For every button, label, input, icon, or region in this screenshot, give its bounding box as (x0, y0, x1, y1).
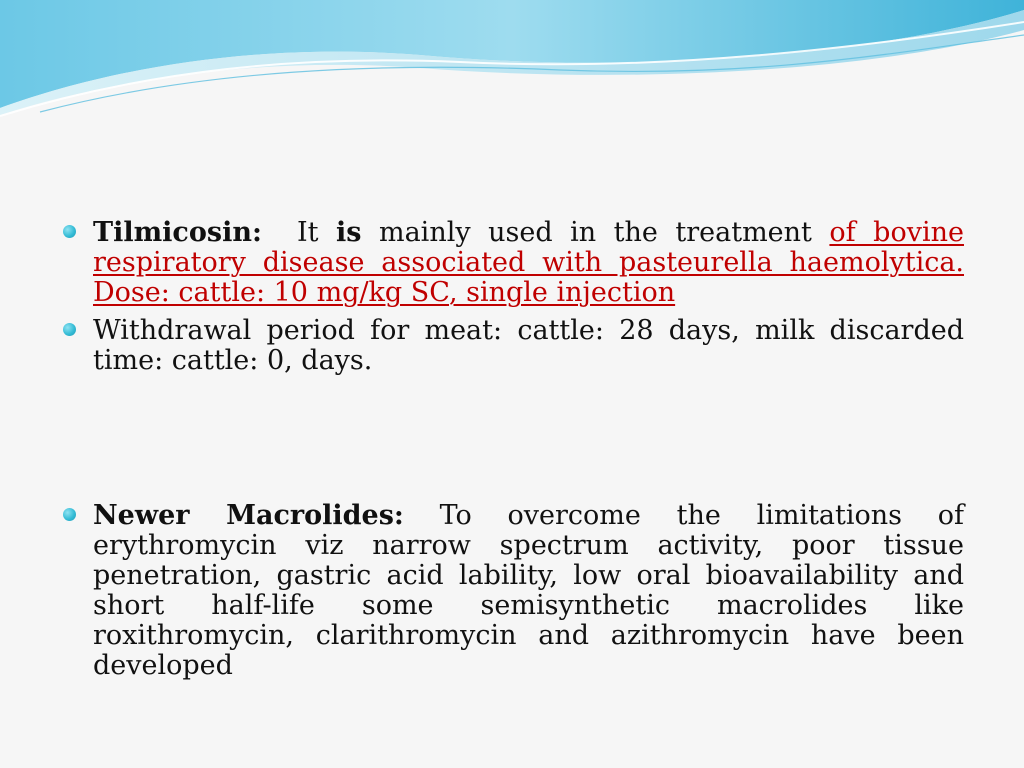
text-newer-macrolides: To overcome the limitations of erythromycin viz narrow spectrum activity, poor tissue penetration, gastric acid lability, low oral bioavailability and short half-life some semisynthetic macrolides like roxithromycin, clarithromycin and azithromycin have been developed (93, 500, 964, 681)
slide-content (62, 218, 964, 681)
text-tilmicosin-emph: is (336, 217, 362, 248)
header-wave-decoration (0, 0, 1024, 120)
text-withdrawal: Withdrawal period for meat: cattle: 28 days, milk discarded time: cattle: 0, days. (93, 315, 964, 376)
text-tilmicosin-2: mainly used in the treatment (361, 217, 830, 248)
bullet-tilmicosin (62, 218, 964, 308)
bullet-dot-icon (63, 508, 76, 521)
term-newer-macrolides: Newer Macrolides: (93, 500, 404, 531)
bullet-dot-icon (63, 323, 76, 336)
highlight-dose: of bovine respiratory disease associated with pasteurella haemolytica. Dose: cattle: 10 mg/kg SC, single injection (93, 217, 964, 308)
text-tilmicosin-1: It (261, 217, 336, 248)
spacer (62, 376, 964, 488)
term-tilmicosin: Tilmicosin: (93, 217, 262, 248)
bullet-dot-icon (63, 225, 76, 238)
bullet-newer-macrolides (62, 501, 964, 681)
bullet-withdrawal (62, 316, 964, 376)
bullet-list (62, 218, 964, 681)
